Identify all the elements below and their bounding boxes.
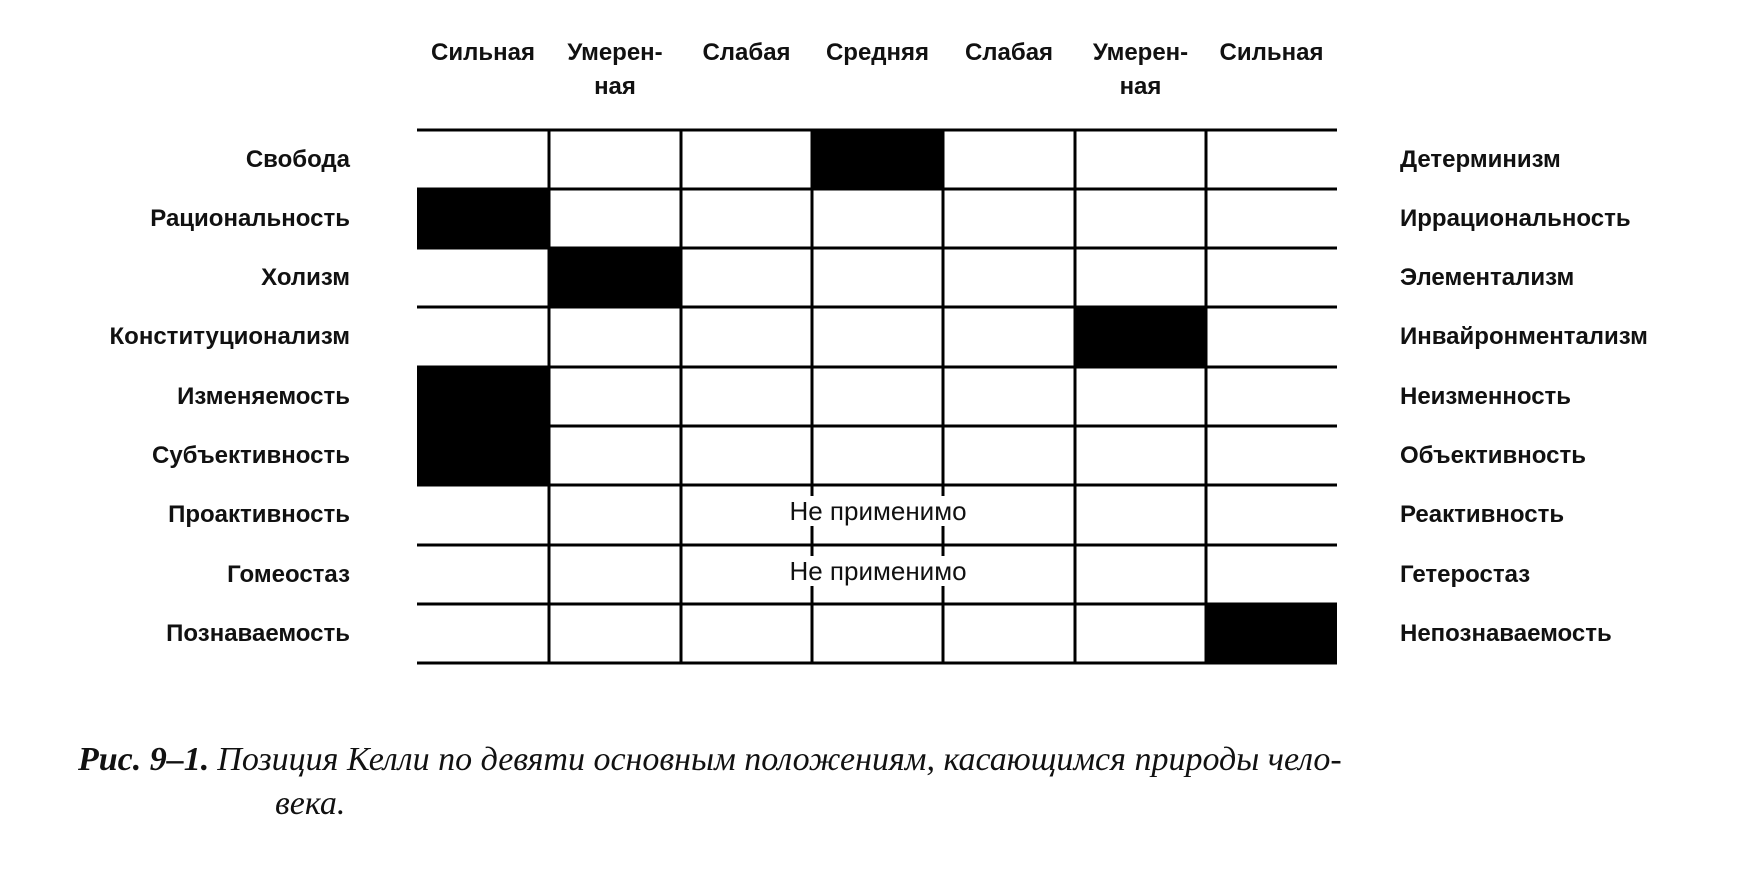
right-pole-label: Неизменность bbox=[1400, 382, 1572, 410]
filled-cell bbox=[812, 130, 943, 189]
left-pole-label: Познаваемость bbox=[166, 619, 350, 647]
right-pole-label: Реактивность bbox=[1400, 501, 1565, 528]
column-header-4: Средняя bbox=[825, 39, 930, 66]
column-header-6: Умерен- ная bbox=[1092, 39, 1189, 100]
filled-cell bbox=[549, 248, 681, 307]
not-applicable-label: Не применимо bbox=[781, 556, 974, 586]
right-pole-label: Детерминизм bbox=[1400, 145, 1561, 173]
left-pole-label: Свобода bbox=[245, 145, 350, 173]
filled-cell bbox=[1075, 307, 1206, 367]
figure-caption bbox=[78, 738, 1678, 826]
left-pole-label: Субъективность bbox=[152, 441, 350, 469]
left-pole-label: Холизм bbox=[261, 263, 350, 291]
filled-cell bbox=[417, 367, 549, 426]
left-pole-label: Конституционализм bbox=[109, 323, 350, 350]
left-pole-label: Гомеостаз bbox=[227, 560, 350, 588]
caption-text-line-1: Позиция Келли по девяти основным положениям, касающимся природы чело- bbox=[217, 741, 1342, 778]
right-pole-label: Элементализм bbox=[1400, 263, 1575, 291]
right-pole-label: Объективность bbox=[1400, 441, 1586, 469]
right-pole-label: Гетеростаз bbox=[1400, 560, 1531, 588]
column-header-3: Слабая bbox=[702, 39, 791, 66]
filled-cell bbox=[1206, 604, 1337, 663]
left-pole-label: Изменяемость bbox=[177, 382, 350, 410]
filled-cell bbox=[417, 426, 549, 485]
column-header-7: Сильная bbox=[1219, 39, 1324, 66]
not-applicable-label: Не применимо bbox=[781, 496, 974, 526]
left-pole-label: Проактивность bbox=[168, 501, 350, 528]
column-header-1: Сильная bbox=[431, 39, 535, 66]
filled-cell bbox=[417, 189, 549, 248]
right-pole-label: Инвайронментализм bbox=[1400, 323, 1648, 350]
left-pole-label: Рациональность bbox=[150, 204, 350, 232]
right-pole-label: Непознаваемость bbox=[1400, 619, 1612, 647]
column-header-2: Умерен- ная bbox=[567, 39, 663, 100]
caption-text-line-2: века. bbox=[275, 785, 346, 822]
column-header-5: Слабая bbox=[964, 39, 1054, 66]
right-pole-label: Иррациональность bbox=[1400, 204, 1631, 232]
figure-number: Рис. 9–1. bbox=[78, 741, 210, 778]
